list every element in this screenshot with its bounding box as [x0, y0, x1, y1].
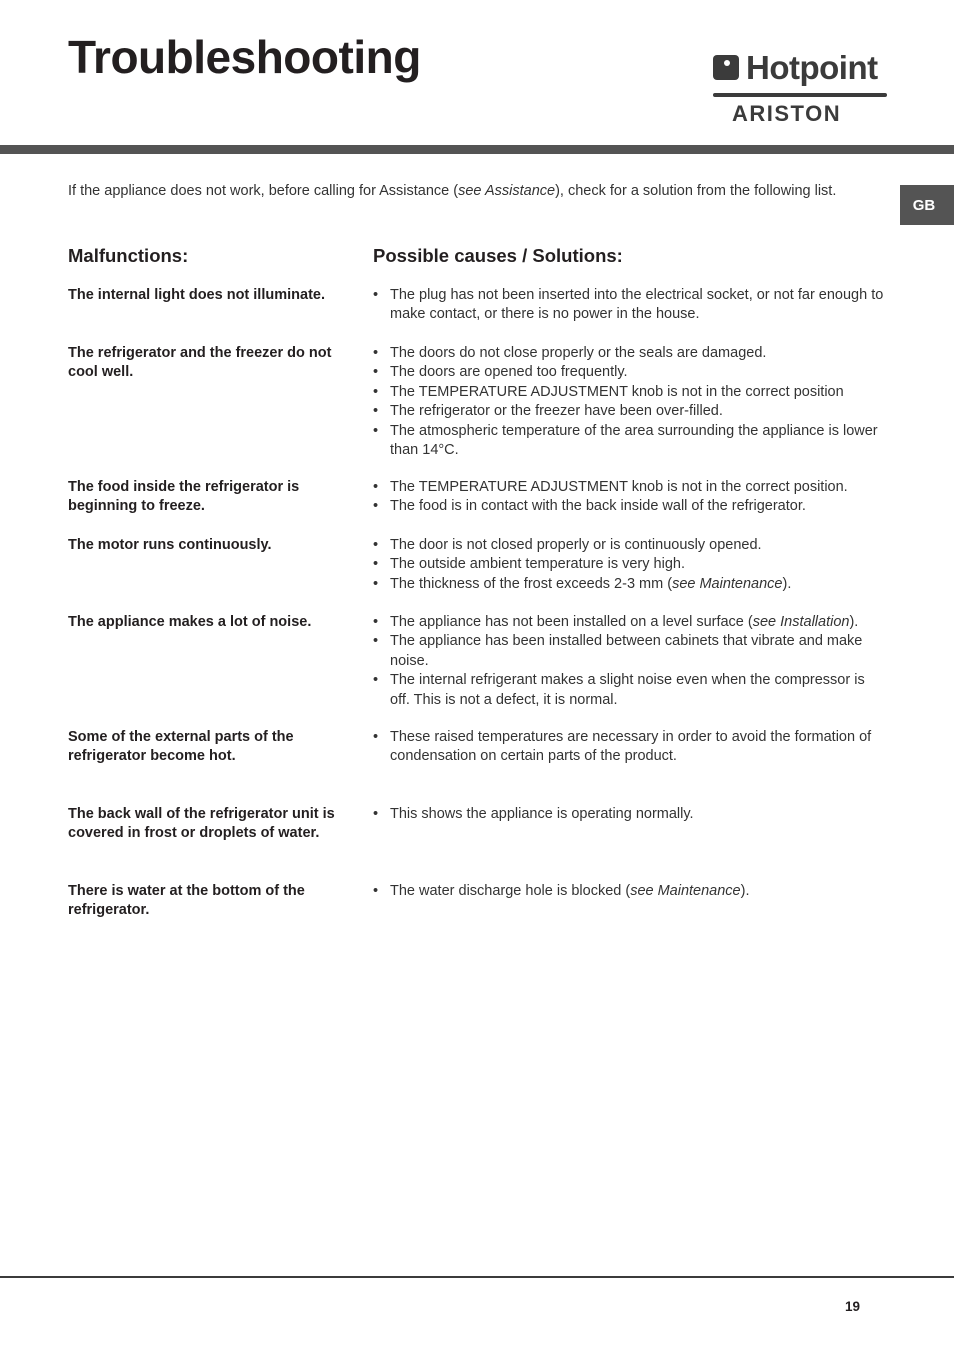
solutions-heading: Possible causes / Solutions: — [373, 245, 623, 266]
page-title: Troubleshooting — [68, 31, 421, 83]
solution-list — [373, 728, 888, 805]
solution-item: • The refrigerator or the freezer have been over-filled. — [373, 402, 888, 421]
table-row — [68, 536, 888, 613]
solution-item: • The plug has not been inserted into the electrical socket, or not far enough to make contact, or there is no power in the house. — [373, 286, 888, 325]
hotpoint-logo-mark-icon — [713, 55, 739, 80]
malfunction: The internal light does not illuminate. — [68, 287, 325, 303]
logo-brand-text: Hotpoint — [746, 49, 878, 86]
troubleshooting-table — [68, 286, 888, 940]
solution-ref: see Installation — [752, 614, 850, 630]
malfunction: The motor runs continuously. — [68, 537, 272, 553]
logo-divider — [713, 93, 887, 97]
solution-text: The water discharge hole is blocked ( — [390, 883, 631, 899]
solution-item: • This shows the appliance is operating normally. — [373, 805, 888, 824]
solution-ref: see Maintenance — [630, 883, 741, 899]
table-row — [68, 478, 888, 536]
solution-list — [373, 478, 888, 536]
solution-item — [373, 882, 888, 901]
solution-item: • The appliance has been installed between cabinets that vibrate and make noise. — [373, 632, 888, 671]
footer-rule — [0, 1276, 954, 1278]
solution-list — [373, 286, 888, 344]
solution-item: • The door is not closed properly or is continuously opened. — [373, 536, 888, 555]
solution-item: • The doors are opened too frequently. — [373, 363, 888, 382]
solution-text: The thickness of the frost exceeds 2-3 mm ( — [390, 575, 673, 592]
solution-after: ). — [782, 575, 792, 592]
solution-item: • These raised temperatures are necessary in order to avoid the formation of condensation on certain parts of the product. — [373, 728, 888, 767]
table-row — [68, 286, 888, 344]
language-tab: GB — [900, 185, 954, 225]
solution-after: ). — [849, 614, 859, 630]
solution-item: • The doors do not close properly or the seals are damaged. — [373, 344, 888, 363]
solution-item: • The atmospheric temperature of the area surrounding the appliance is lower than 14°C. — [373, 422, 888, 461]
solution-item: • The TEMPERATURE ADJUSTMENT knob is not in the correct position. — [373, 478, 888, 497]
table-row — [68, 882, 888, 940]
solution-text: The appliance has not been installed on a level surface ( — [390, 614, 753, 630]
table-row — [68, 613, 888, 728]
table-row — [68, 344, 888, 478]
logo-sub-text: ARISTON — [732, 101, 842, 126]
intro-before: If the appliance does not work, before calling for Assistance ( — [68, 183, 459, 199]
solution-item: • The outside ambient temperature is very high. — [373, 555, 888, 574]
solution-list — [373, 613, 888, 728]
malfunction: Some of the external parts of the refrigerator become hot. — [68, 729, 294, 765]
malfunction: The back wall of the refrigerator unit is covered in frost or droplets of water. — [68, 806, 335, 842]
header-bar — [0, 145, 954, 154]
intro-ref: see Assistance — [458, 183, 556, 199]
malfunction: The appliance makes a lot of noise. — [68, 614, 312, 630]
solution-after: ). — [740, 883, 750, 899]
malfunction: There is water at the bottom of the refrigerator. — [68, 883, 305, 919]
solution-list — [373, 536, 888, 613]
malfunction: The refrigerator and the freezer do not cool well. — [68, 345, 332, 381]
malfunctions-heading: Malfunctions: — [68, 245, 189, 266]
table-row — [68, 728, 888, 805]
intro-after: ), check for a solution from the following list. — [555, 183, 837, 199]
solution-list — [373, 344, 888, 478]
malfunction: The food inside the refrigerator is beginning to freeze. — [68, 479, 300, 515]
solution-item — [373, 575, 888, 594]
table-row — [68, 805, 888, 882]
solution-item: • The TEMPERATURE ADJUSTMENT knob is not in the correct position — [373, 383, 888, 402]
intro-text — [68, 181, 868, 201]
solution-ref: see Maintenance — [672, 575, 783, 592]
solution-list — [373, 882, 888, 940]
solution-item: • The food is in contact with the back inside wall of the refrigerator. — [373, 497, 888, 516]
solution-list — [373, 805, 888, 882]
page-number: 19 — [845, 1299, 861, 1314]
brand-logo — [712, 50, 888, 126]
solution-item: • The internal refrigerant makes a slight noise even when the compressor is off. This is not a defect, it is normal. — [373, 671, 888, 710]
solution-item — [373, 613, 888, 632]
